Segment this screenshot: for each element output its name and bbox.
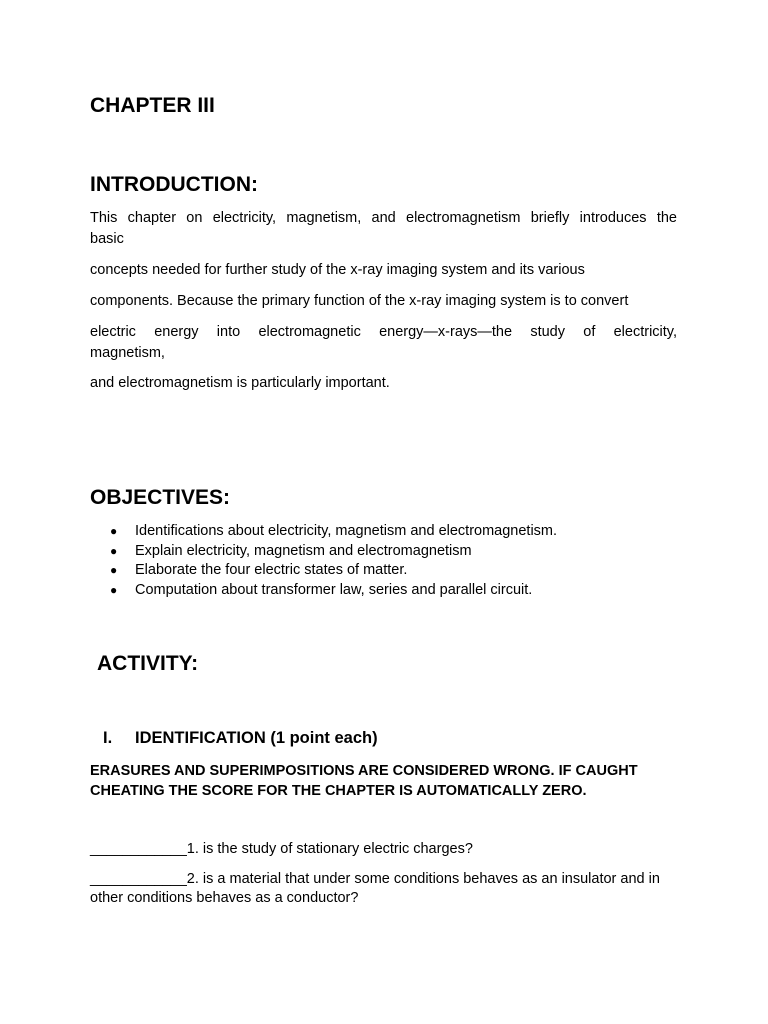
question-1: ____________1. is the study of stationary electric charges? (90, 841, 473, 857)
bullet-icon: ● (110, 524, 118, 538)
introduction-line-6: magnetism, (90, 345, 165, 361)
objective-text: Identifications about electricity, magnetism and electromagnetism. (135, 523, 558, 539)
list-item (90, 542, 690, 562)
warning-notice: ERASURES AND SUPERIMPOSITIONS ARE CONSIDERED WRONG. IF CAUGHT CHEATING THE SCORE FOR THE CHAPTER IS AUTOMATICALLY ZERO. (90, 763, 638, 799)
introduction-line-7: and electromagnetism is particularly important. (90, 375, 390, 391)
objective-text: Explain electricity, magnetism and electromagnetism (135, 542, 472, 559)
list-item (90, 522, 690, 542)
question-2: ____________2. is a material that under some conditions behaves as an insulator and in other conditions behaves as a conductor? (90, 871, 660, 906)
activity-heading: ACTIVITY: (97, 652, 199, 675)
objective-text: Computation about transformer law, series and parallel circuit. (135, 581, 533, 598)
introduction-line-1: This chapter on electricity, magnetism, and electromagnetism briefly introduces the (90, 210, 677, 226)
objectives-heading: OBJECTIVES: (90, 486, 231, 509)
bullet-icon: ● (110, 582, 118, 597)
introduction-line-3: concepts needed for further study of the x-ray imaging system and its various (90, 262, 585, 278)
introduction-line-2: basic (90, 231, 124, 247)
bullet-icon: ● (110, 543, 118, 558)
introduction-line-5: electric energy into electromagnetic energy—x-rays—the study of electricity, (90, 324, 677, 340)
objectives-list (90, 522, 690, 600)
section-number: I. (103, 729, 113, 747)
list-item (90, 581, 690, 601)
chapter-title: CHAPTER III (90, 94, 215, 117)
introduction-line-4: components. Because the primary function of the x-ray imaging system is to convert (90, 293, 629, 309)
list-item (90, 561, 690, 581)
introduction-heading: INTRODUCTION: (90, 173, 258, 196)
section-title: IDENTIFICATION (1 point each) (135, 729, 378, 747)
bullet-icon: ● (110, 563, 118, 577)
objective-text: Elaborate the four electric states of matter. (135, 562, 408, 578)
